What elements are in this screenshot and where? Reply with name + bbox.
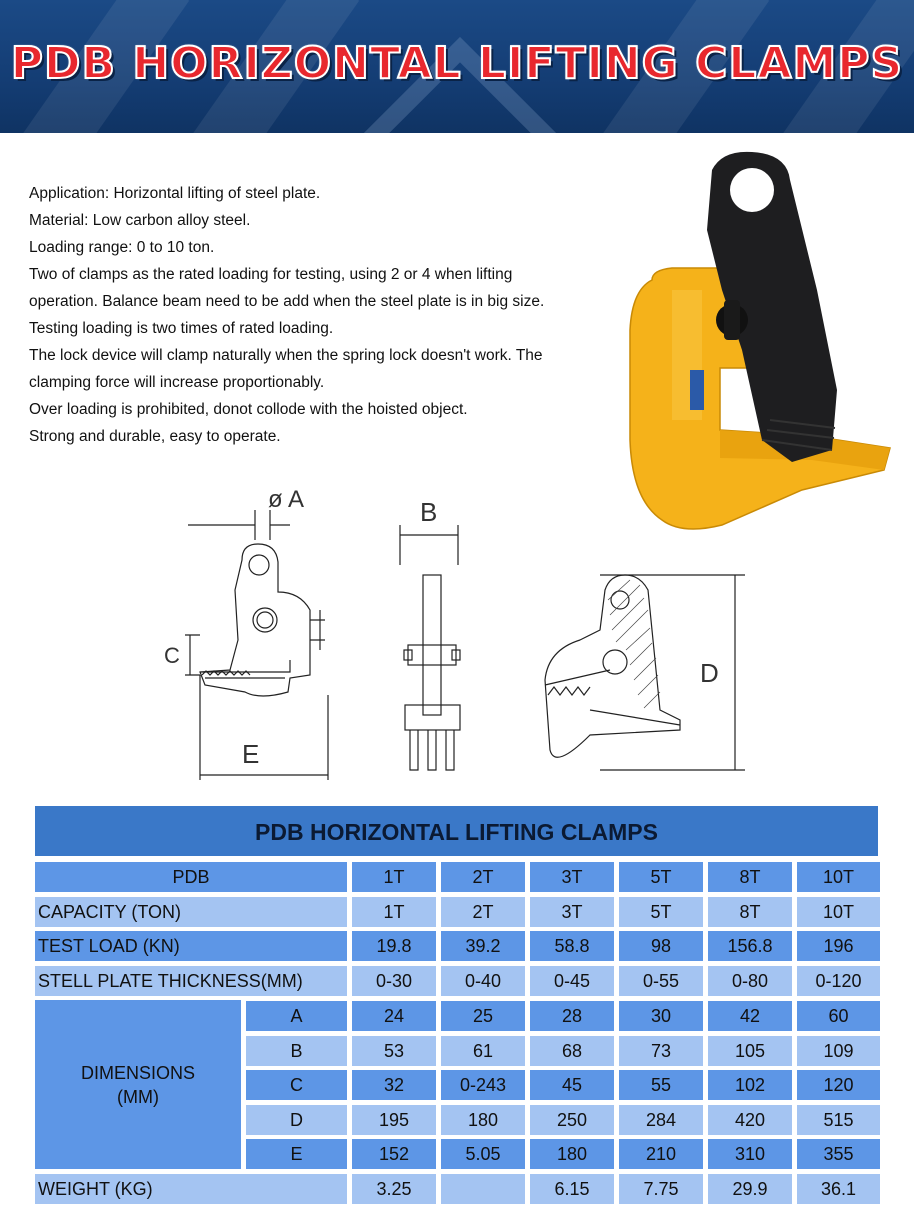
table-cell: 515 <box>797 1105 880 1135</box>
table-title: PDB HORIZONTAL LIFTING CLAMPS <box>35 806 878 856</box>
table-cell: 60 <box>797 1001 880 1031</box>
table-cell: 420 <box>708 1105 792 1135</box>
header-model: 8T <box>708 862 792 892</box>
table-cell: 0-120 <box>797 966 880 996</box>
table-cell: 98 <box>619 931 703 961</box>
dimension-label-a: ø A <box>268 486 305 513</box>
table-cell <box>441 1174 525 1204</box>
table-cell: 180 <box>530 1139 614 1169</box>
description-line: Two of clamps as the rated loading for testing, using 2 or 4 when lifting <box>29 266 513 283</box>
table-cell: 61 <box>441 1036 525 1066</box>
table-cell: 42 <box>708 1001 792 1031</box>
description-line: Testing loading is two times of rated loading. <box>29 320 334 337</box>
table-cell: 102 <box>708 1070 792 1100</box>
row-label: STELL PLATE THICKNESS(MM) <box>35 966 347 996</box>
description-line: Application: Horizontal lifting of steel plate. <box>29 185 321 202</box>
dimensions-label <box>35 1000 241 1169</box>
table-cell: 0-55 <box>619 966 703 996</box>
dimension-key: A <box>246 1001 347 1031</box>
dimension-label-c: C <box>164 643 180 668</box>
dimension-key: E <box>246 1139 347 1169</box>
table-cell: 6.15 <box>530 1174 614 1204</box>
table-cell: 10T <box>797 897 880 927</box>
header-model: 2T <box>441 862 525 892</box>
table-cell: 30 <box>619 1001 703 1031</box>
table-cell: 0-243 <box>441 1070 525 1100</box>
header-label: PDB <box>35 862 347 892</box>
table-cell: 180 <box>441 1105 525 1135</box>
table-cell: 25 <box>441 1001 525 1031</box>
dimensions-label-line1: DIMENSIONS <box>80 1062 195 1083</box>
header-model: 3T <box>530 862 614 892</box>
table-cell: 29.9 <box>708 1174 792 1204</box>
table-cell: 109 <box>797 1036 880 1066</box>
description-line: Strong and durable, easy to operate. <box>29 428 281 445</box>
table-cell: 152 <box>352 1139 436 1169</box>
table-cell: 28 <box>530 1001 614 1031</box>
page-title: PDB HORIZONTAL LIFTING CLAMPS <box>10 38 904 89</box>
table-cell: 3.25 <box>352 1174 436 1204</box>
dimension-key: C <box>246 1070 347 1100</box>
description-line: Over loading is prohibited, donot collode with the hoisted object. <box>29 401 468 418</box>
table-cell: 105 <box>708 1036 792 1066</box>
dimension-label-d: D <box>700 658 719 688</box>
table-cell: 250 <box>530 1105 614 1135</box>
table-cell: 45 <box>530 1070 614 1100</box>
table-cell: 0-40 <box>441 966 525 996</box>
table-cell: 0-45 <box>530 966 614 996</box>
dimension-label-b: B <box>420 497 438 527</box>
table-cell: 19.8 <box>352 931 436 961</box>
table-cell: 1T <box>352 897 436 927</box>
table-cell: 8T <box>708 897 792 927</box>
table-cell: 284 <box>619 1105 703 1135</box>
table-cell: 3T <box>530 897 614 927</box>
product-description <box>29 180 609 450</box>
table-cell: 310 <box>708 1139 792 1169</box>
description-line: The lock device will clamp naturally when the spring lock doesn't work. The <box>29 347 543 364</box>
header-model: 1T <box>352 862 436 892</box>
header-model: 5T <box>619 862 703 892</box>
table-cell: 355 <box>797 1139 880 1169</box>
header-model: 10T <box>797 862 880 892</box>
row-label: TEST LOAD (KN) <box>35 931 347 961</box>
table-cell: 32 <box>352 1070 436 1100</box>
dimension-key: D <box>246 1105 347 1135</box>
table-cell: 39.2 <box>441 931 525 961</box>
table-cell: 55 <box>619 1070 703 1100</box>
dimensions-label-line2: (MM) <box>117 1086 159 1107</box>
table-cell: 195 <box>352 1105 436 1135</box>
table-cell: 73 <box>619 1036 703 1066</box>
table-cell: 156.8 <box>708 931 792 961</box>
dimension-key: B <box>246 1036 347 1066</box>
table-cell: 210 <box>619 1139 703 1169</box>
table-cell: 120 <box>797 1070 880 1100</box>
description-line: Loading range: 0 to 10 ton. <box>29 239 215 256</box>
table-cell: 196 <box>797 931 880 961</box>
header-banner <box>0 0 914 133</box>
table-cell: 0-80 <box>708 966 792 996</box>
description-line: Material: Low carbon alloy steel. <box>29 212 251 229</box>
table-cell: 5T <box>619 897 703 927</box>
table-cell: 53 <box>352 1036 436 1066</box>
table-cell: 58.8 <box>530 931 614 961</box>
table-cell: 24 <box>352 1001 436 1031</box>
table-cell: 68 <box>530 1036 614 1066</box>
table-cell: 0-30 <box>352 966 436 996</box>
dimension-label-e: E <box>242 739 260 769</box>
table-cell: 36.1 <box>797 1174 880 1204</box>
row-label: CAPACITY (TON) <box>35 897 347 927</box>
table-cell: 2T <box>441 897 525 927</box>
description-line: clamping force will increase proportionably. <box>29 374 325 391</box>
table-cell: 5.05 <box>441 1139 525 1169</box>
table-cell: 7.75 <box>619 1174 703 1204</box>
description-line: operation. Balance beam need to be add when the steel plate is in big size. <box>29 293 545 310</box>
row-label: WEIGHT (KG) <box>35 1174 347 1204</box>
